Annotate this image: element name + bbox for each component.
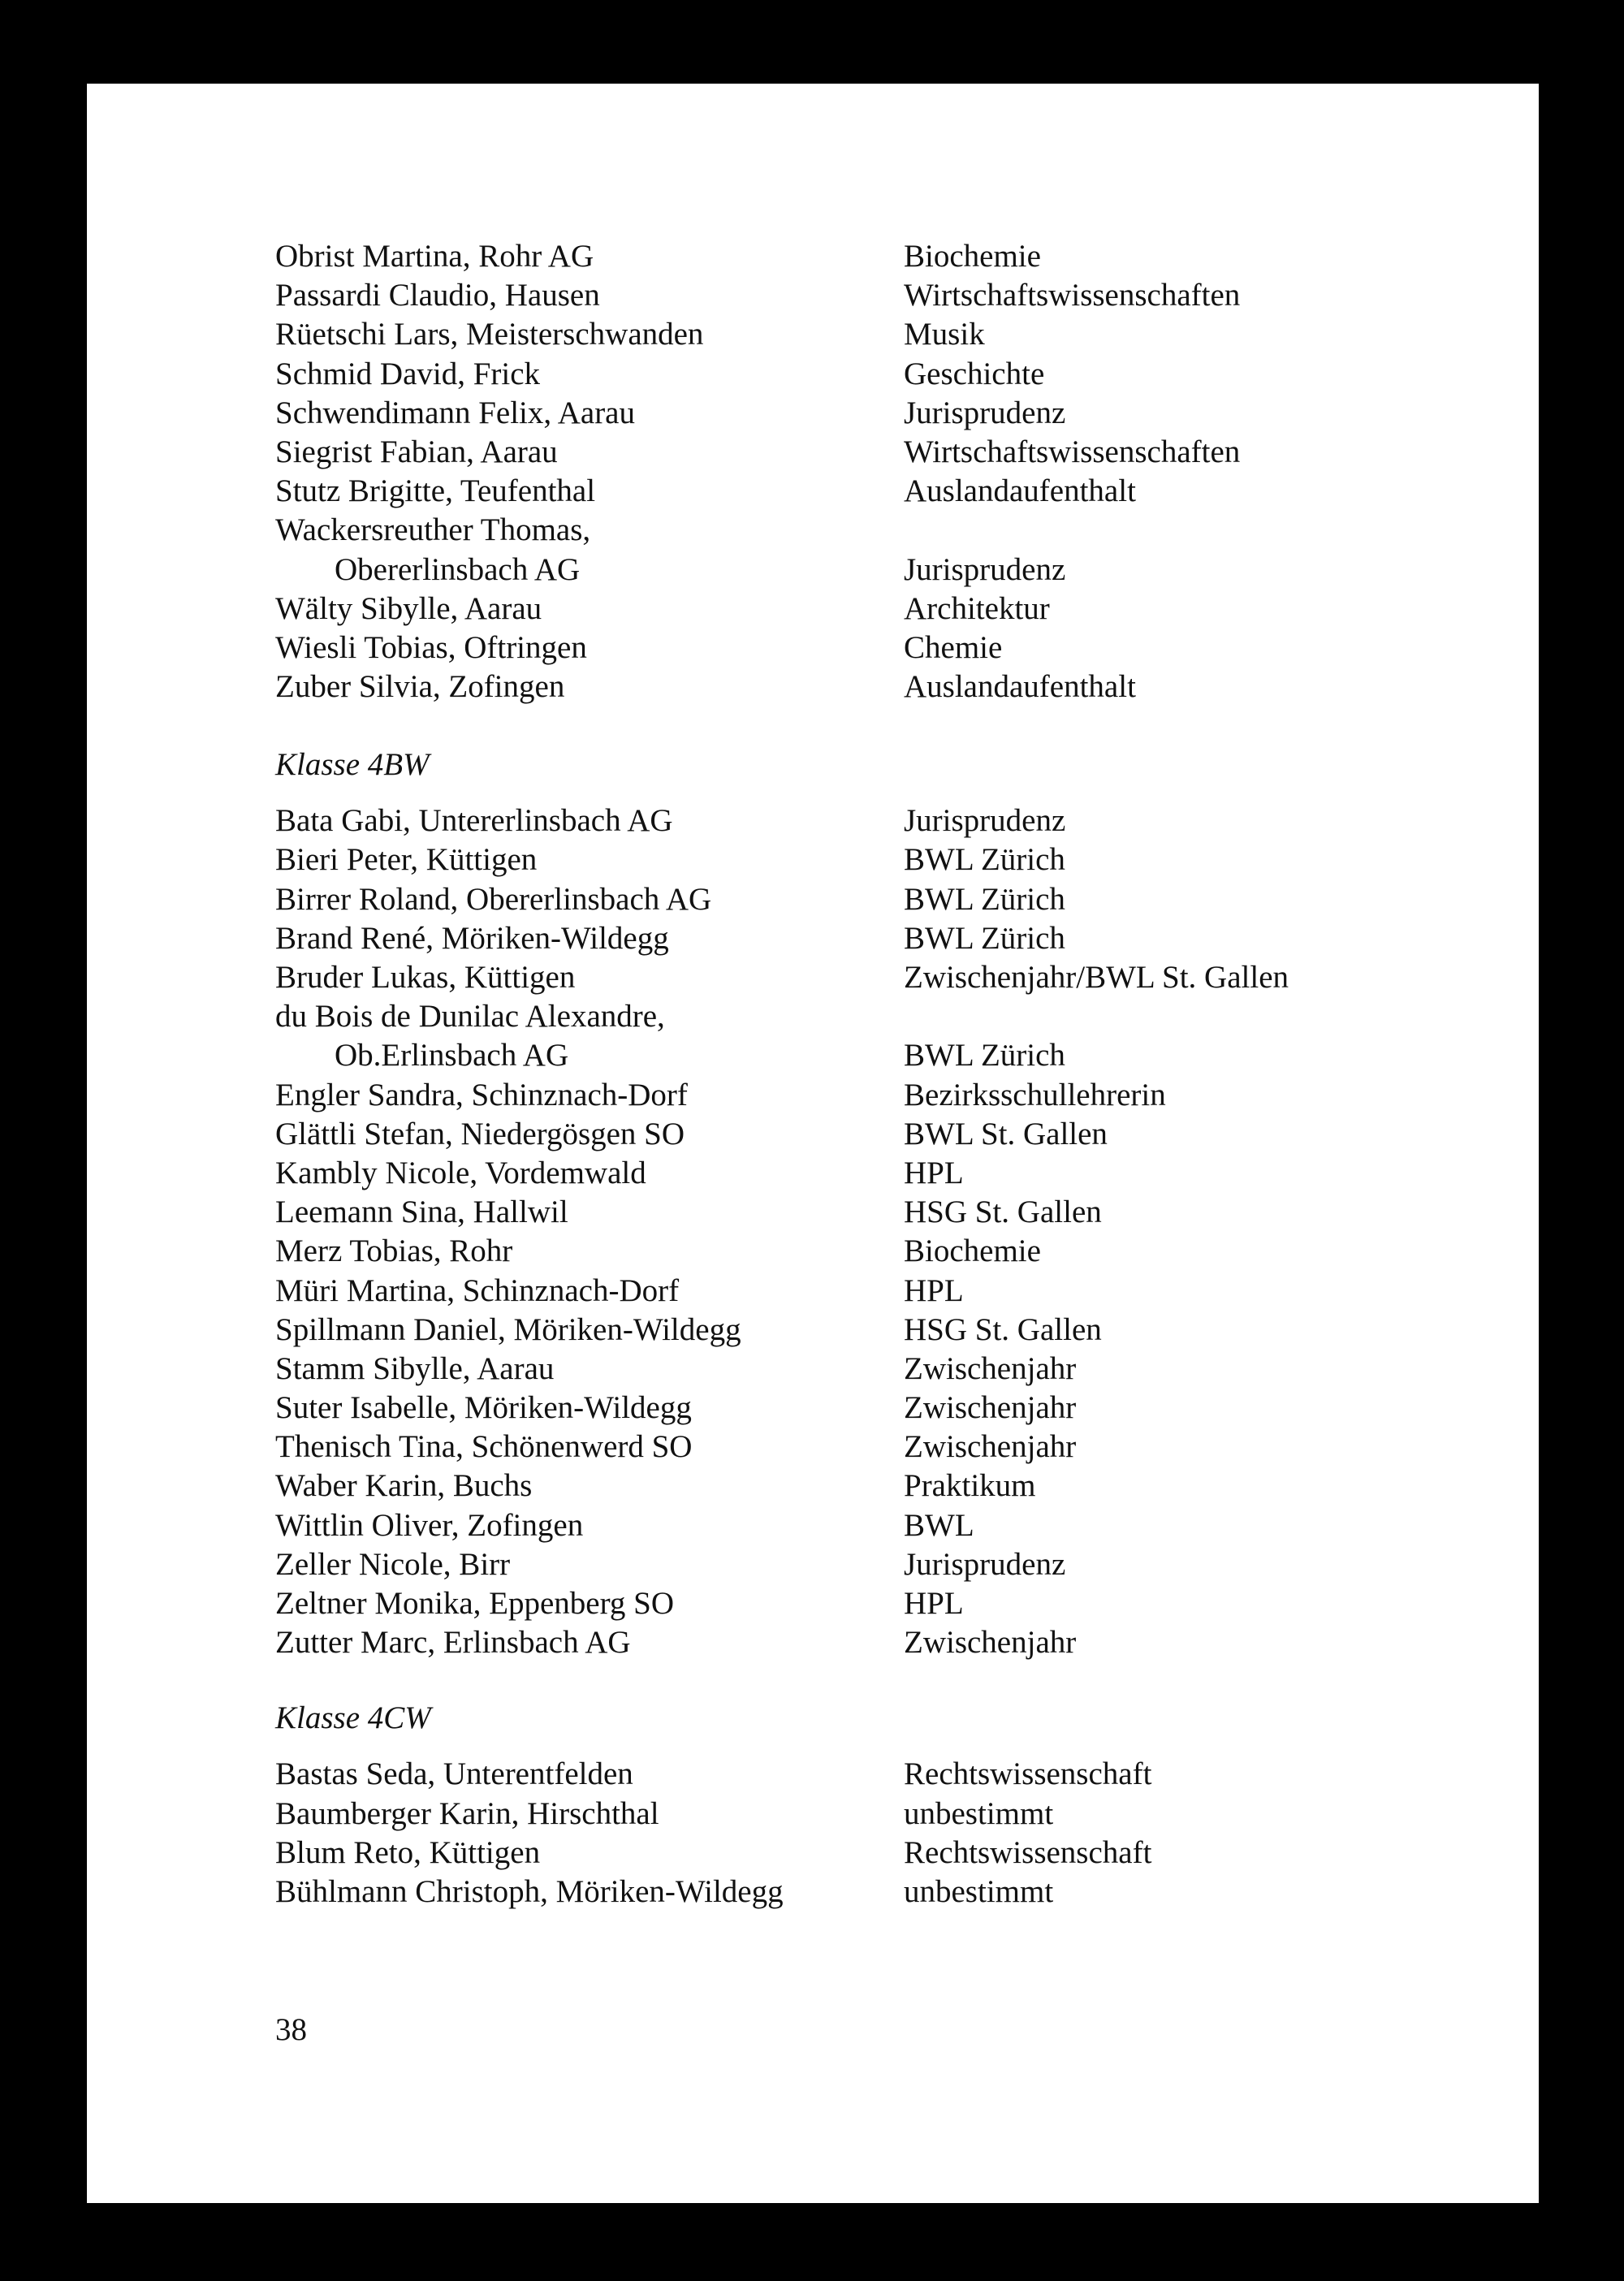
- student-name: Blum Reto, Küttigen: [275, 1834, 541, 1870]
- student-name: Merz Tobias, Rohr: [275, 1233, 513, 1269]
- list-item: [275, 1873, 1493, 1912]
- student-name: Stamm Sibylle, Aarau: [275, 1350, 555, 1386]
- student-name: Birrer Roland, Obererlinsbach AG: [275, 881, 712, 917]
- list-item: [275, 276, 1493, 315]
- student-name: Bieri Peter, Küttigen: [275, 842, 538, 878]
- section-klasse-4cw: [275, 1755, 1493, 1912]
- section-heading-4bw: Klasse 4BW: [275, 747, 430, 783]
- student-name: Bastas Seda, Unterentfelden: [275, 1756, 633, 1792]
- list-item: [275, 1584, 1493, 1623]
- student-name: Baumberger Karin, Hirschthal: [275, 1795, 659, 1831]
- section-klasse-4bw: [275, 801, 1493, 1662]
- list-item: [275, 840, 1493, 879]
- list-item: [275, 997, 1493, 1036]
- student-study: Rechtswissenschaft: [904, 1834, 1152, 1870]
- list-item: [275, 1834, 1493, 1873]
- student-study: Zwischenjahr/BWL St. Gallen: [904, 960, 1289, 995]
- student-name: Engler Sandra, Schinznach-Dorf: [275, 1077, 688, 1112]
- student-study: Musik: [904, 317, 985, 352]
- student-study: Biochemie: [904, 239, 1041, 274]
- list-item: [275, 237, 1493, 276]
- list-item: [275, 919, 1493, 958]
- student-name: Zutter Marc, Erlinsbach AG: [275, 1625, 631, 1661]
- student-name: Schmid David, Frick: [275, 356, 541, 391]
- list-item: [275, 433, 1493, 472]
- list-item: [275, 667, 1493, 706]
- list-item: [275, 1428, 1493, 1467]
- list-item: [275, 1193, 1493, 1232]
- list-item: [275, 511, 1493, 550]
- student-study: Zwischenjahr: [904, 1429, 1077, 1465]
- student-name: Bata Gabi, Untererlinsbach AG: [275, 803, 673, 839]
- student-study: Auslandaufenthalt: [904, 669, 1136, 705]
- student-name: Zeltner Monika, Eppenberg SO: [275, 1586, 675, 1621]
- student-name-continuation: Obererlinsbach AG: [335, 551, 581, 587]
- student-study: Jurisprudenz: [904, 551, 1066, 587]
- student-name: Leemann Sina, Hallwil: [275, 1195, 568, 1230]
- list-item: [275, 1154, 1493, 1193]
- list-item: [275, 1232, 1493, 1271]
- student-study: BWL Zürich: [904, 920, 1065, 956]
- student-study: BWL St. Gallen: [904, 1116, 1108, 1151]
- student-study: Bezirksschullehrerin: [904, 1077, 1166, 1112]
- list-item: [275, 1036, 1493, 1075]
- student-name: Waber Karin, Buchs: [275, 1468, 533, 1504]
- student-study: BWL Zürich: [904, 842, 1065, 878]
- student-study: Jurisprudenz: [904, 1546, 1066, 1582]
- student-study: BWL Zürich: [904, 881, 1065, 917]
- list-item: [275, 958, 1493, 997]
- student-study: Architektur: [904, 590, 1050, 626]
- student-name: Wackersreuther Thomas,: [275, 512, 591, 548]
- student-study: Auslandaufenthalt: [904, 473, 1136, 509]
- student-name: Glättli Stefan, Niedergösgen SO: [275, 1116, 685, 1151]
- list-item: [275, 1467, 1493, 1506]
- student-name: Kambly Nicole, Vordemwald: [275, 1155, 646, 1190]
- student-study: HSG St. Gallen: [904, 1311, 1102, 1347]
- student-name: Bühlmann Christoph, Möriken-Wildegg: [275, 1873, 784, 1909]
- student-study: Zwischenjahr: [904, 1625, 1077, 1661]
- section-heading-4cw: Klasse 4CW: [275, 1700, 431, 1736]
- student-name: Zuber Silvia, Zofingen: [275, 669, 565, 705]
- list-item: [275, 1755, 1493, 1794]
- student-name: Passardi Claudio, Hausen: [275, 278, 600, 313]
- list-item: [275, 1311, 1493, 1350]
- student-name: Wälty Sibylle, Aarau: [275, 590, 542, 626]
- student-name: Zeller Nicole, Birr: [275, 1546, 511, 1582]
- list-item: [275, 590, 1493, 629]
- list-item: [275, 1389, 1493, 1428]
- list-item: [275, 1795, 1493, 1834]
- student-name: Bruder Lukas, Küttigen: [275, 960, 576, 995]
- page-number: 38: [275, 2012, 307, 2047]
- student-name: du Bois de Dunilac Alexandre,: [275, 999, 665, 1035]
- list-item: [275, 880, 1493, 919]
- student-name: Stutz Brigitte, Teufenthal: [275, 473, 596, 509]
- student-name: Müri Martina, Schinznach-Dorf: [275, 1272, 680, 1308]
- student-name: Suter Isabelle, Möriken-Wildegg: [275, 1390, 692, 1426]
- student-study: Chemie: [904, 629, 1003, 665]
- student-name: Obrist Martina, Rohr AG: [275, 239, 594, 274]
- list-item: [275, 629, 1493, 667]
- student-name: Wiesli Tobias, Oftringen: [275, 629, 587, 665]
- list-item: [275, 472, 1493, 511]
- student-study: Biochemie: [904, 1233, 1041, 1269]
- student-study: unbestimmt: [904, 1873, 1054, 1909]
- student-study: BWL Zürich: [904, 1038, 1065, 1074]
- list-item: [275, 394, 1493, 433]
- student-name: Thenisch Tina, Schönenwerd SO: [275, 1429, 693, 1465]
- student-study: Wirtschaftswissenschaften: [904, 278, 1241, 313]
- student-study: Rechtswissenschaft: [904, 1756, 1152, 1792]
- student-study: HPL: [904, 1586, 964, 1621]
- student-name-continuation: Ob.Erlinsbach AG: [335, 1038, 569, 1074]
- student-study: Wirtschaftswissenschaften: [904, 434, 1241, 469]
- student-study: Geschichte: [904, 356, 1045, 391]
- student-name: Schwendimann Felix, Aarau: [275, 395, 635, 430]
- list-item: [275, 1545, 1493, 1584]
- page-content: [275, 237, 1493, 1912]
- student-study: HSG St. Gallen: [904, 1195, 1102, 1230]
- list-item: [275, 315, 1493, 354]
- section-continued: [275, 237, 1493, 706]
- student-name: Spillmann Daniel, Möriken-Wildegg: [275, 1311, 741, 1347]
- list-item: [275, 1623, 1493, 1662]
- list-item: [275, 1115, 1493, 1154]
- list-item: [275, 355, 1493, 394]
- student-name: Brand René, Möriken-Wildegg: [275, 920, 669, 956]
- student-name: Wittlin Oliver, Zofingen: [275, 1507, 584, 1543]
- student-study: Zwischenjahr: [904, 1350, 1077, 1386]
- list-item: [275, 1076, 1493, 1115]
- student-study: Zwischenjahr: [904, 1390, 1077, 1426]
- list-item: [275, 551, 1493, 590]
- student-name: Rüetschi Lars, Meisterschwanden: [275, 317, 704, 352]
- list-item: [275, 1506, 1493, 1545]
- student-study: Jurisprudenz: [904, 803, 1066, 839]
- page: [87, 84, 1539, 2203]
- student-study: HPL: [904, 1155, 964, 1190]
- student-study: Praktikum: [904, 1468, 1036, 1504]
- student-name: Siegrist Fabian, Aarau: [275, 434, 558, 469]
- list-item: [275, 801, 1493, 840]
- list-item: [275, 1272, 1493, 1311]
- student-study: BWL: [904, 1507, 974, 1543]
- student-study: HPL: [904, 1272, 964, 1308]
- student-study: Jurisprudenz: [904, 395, 1066, 430]
- student-study: unbestimmt: [904, 1795, 1054, 1831]
- list-item: [275, 1350, 1493, 1389]
